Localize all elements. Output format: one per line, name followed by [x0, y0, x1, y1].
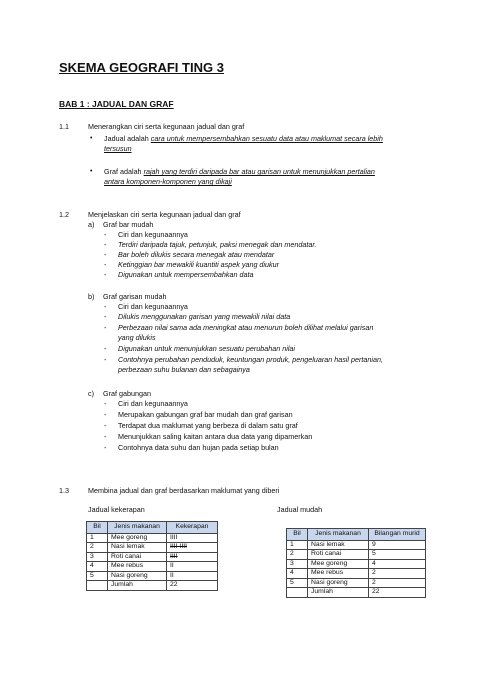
definition-graf [104, 167, 375, 176]
list-item: Ciri dan kegunaannya [118, 399, 188, 408]
simple-table [286, 528, 426, 598]
table-cell: 2 [87, 543, 108, 553]
table-row [87, 533, 218, 543]
table-row [287, 540, 426, 550]
section-heading-1-1: Menerangkan ciri serta kegunaan jadual dan graf [88, 122, 245, 131]
page-title: SKEMA GEOGRAFI TING 3 [59, 60, 224, 75]
total-label: Jumlah [308, 588, 369, 598]
table-cell: 5 [287, 578, 308, 588]
table-caption-mudah: Jadual mudah [277, 505, 323, 514]
tally-cell: IIII [167, 552, 218, 562]
table-cell: Mee goreng [308, 559, 369, 569]
list-item: Menunjukkan saling kaitan antara dua data yang dipamerkan [118, 432, 313, 441]
table-cell: 4 [287, 569, 308, 579]
table-cell: 2 [369, 578, 426, 588]
column-header-bilangan-murid: Bilangan murid [369, 529, 426, 541]
section-number-1-2: 1.2 [59, 210, 69, 219]
table-cell: 3 [87, 552, 108, 562]
list-item-continuation: perbezaan suhu bulanan dan sebagainya [118, 365, 250, 374]
table-cell: 2 [369, 569, 426, 579]
table-cell: 1 [287, 540, 308, 550]
dash-icon: - [104, 240, 107, 249]
column-header-bil: Bil [87, 522, 108, 534]
table-cell [87, 581, 108, 591]
total-value: 22 [369, 588, 426, 598]
graf-bar-mudah-label: Graf bar mudah [103, 220, 154, 229]
table-cell: 3 [287, 559, 308, 569]
graf-gabungan-label: Graf gabungan [103, 389, 151, 398]
table-cell: 2 [287, 550, 308, 560]
table-cell: Roti canai [308, 550, 369, 560]
dash-icon: - [104, 302, 107, 311]
dash-icon: - [104, 432, 107, 441]
list-item: Terdapat dua maklumat yang berbeza di dalam satu graf [118, 421, 298, 430]
tally-cell: IIII [167, 533, 218, 543]
list-marker-a: a) [88, 220, 95, 229]
dash-icon: - [104, 250, 107, 259]
definition-text: cara untuk mempersembahkan sesuatu data atau maklumat secara lebih [150, 134, 383, 143]
definition-jadual [104, 134, 383, 143]
table-row [87, 543, 218, 553]
list-item: Ciri dan kegunaannya [118, 230, 188, 239]
tally-cell: II [167, 571, 218, 581]
table-row [287, 569, 426, 579]
table-cell: Mee rebus [308, 569, 369, 579]
dash-icon: - [104, 421, 107, 430]
dash-icon: - [104, 355, 107, 364]
section-number-1-3: 1.3 [59, 486, 69, 495]
table-cell: Mee goreng [108, 533, 167, 543]
section-heading-1-2: Menjelaskan ciri serta kegunaan jadual dan graf [88, 210, 241, 219]
dash-icon: - [104, 312, 107, 321]
list-item: Terdiri daripada tajuk, petunjuk, paksi menegak dan mendatar. [118, 240, 317, 249]
list-item: Digunakan untuk menunjukkan sesuatu perubahan nilai [118, 344, 296, 353]
list-item: Ketinggian bar mewakili kuantiti aspek yang diukur [118, 260, 280, 269]
table-cell: 5 [369, 550, 426, 560]
table-cell: Nasi lemak [308, 540, 369, 550]
table-header-row [87, 522, 218, 534]
chapter-heading: BAB 1 : JADUAL DAN GRAF [59, 99, 174, 109]
dash-icon: - [104, 270, 107, 279]
column-header-jenis-makanan: Jenis makanan [108, 522, 167, 534]
tally-cell: II [167, 562, 218, 572]
table-cell [287, 588, 308, 598]
table-row [287, 559, 426, 569]
list-item: Digunakan untuk mempersembahkan data [118, 270, 254, 279]
table-cell: 9 [369, 540, 426, 550]
table-cell: 1 [87, 533, 108, 543]
table-row [87, 562, 218, 572]
table-caption-kekerapan: Jadual kekerapan [88, 505, 145, 514]
table-cell: 5 [87, 571, 108, 581]
list-item-continuation: yang dilukis [118, 333, 156, 342]
list-item: Contohnya data suhu dan hujan pada setiap bulan [118, 443, 279, 452]
definition-text: rajah yang terdiri daripada bar atau garisan untuk menunjukkan pertalian [143, 167, 375, 176]
table-total-row [287, 588, 426, 598]
dash-icon: - [104, 260, 107, 269]
definition-lead: Jadual adalah [104, 134, 151, 143]
dash-icon: - [104, 410, 107, 419]
bullet-icon: • [90, 168, 93, 175]
definition-lead: Graf adalah [104, 167, 144, 176]
frequency-table [86, 521, 218, 591]
dash-icon: - [104, 443, 107, 452]
total-value: 22 [167, 581, 218, 591]
table-total-row [87, 581, 218, 591]
table-cell: Nasi goreng [308, 578, 369, 588]
dash-icon: - [104, 399, 107, 408]
section-heading-1-3: Membina jadual dan graf berdasarkan maklumat yang diberi [88, 486, 280, 495]
column-header-kekerapan: Kekerapan [167, 522, 218, 534]
list-item: Merupakan gabungan graf bar mudah dan graf garisan [118, 410, 293, 419]
list-item: Contohnya perubahan penduduk, keuntungan produk, pengeluaran hasil pertanian, [118, 355, 383, 364]
bullet-icon: • [90, 135, 93, 142]
definition-continuation: antara komponen-komponen yang dikaji [104, 177, 232, 186]
table-row [287, 550, 426, 560]
list-marker-c: c) [88, 389, 94, 398]
dash-icon: - [104, 344, 107, 353]
dash-icon: - [104, 230, 107, 239]
list-item: Bar boleh dilukis secara menegak atau mendatar [118, 250, 275, 259]
table-row [87, 571, 218, 581]
column-header-bil: Bil [287, 529, 308, 541]
list-item: Ciri dan kegunaannya [118, 302, 188, 311]
table-cell: Nasi goreng [108, 571, 167, 581]
list-marker-b: b) [88, 292, 95, 301]
table-header-row [287, 529, 426, 541]
list-item: Dilukis menggunakan garisan yang mewakili nilai data [118, 312, 291, 321]
table-cell: Mee rebus [108, 562, 167, 572]
total-label: Jumlah [108, 581, 167, 591]
table-cell: 4 [87, 562, 108, 572]
dash-icon: - [104, 323, 107, 332]
table-cell: Nasi lemak [108, 543, 167, 553]
definition-continuation: tersusun [104, 144, 132, 153]
table-cell: Roti canai [108, 552, 167, 562]
column-header-jenis-makanan: Jenis makanan [308, 529, 369, 541]
table-cell: 4 [369, 559, 426, 569]
graf-garisan-mudah-label: Graf garisan mudah [103, 292, 167, 301]
table-row [87, 552, 218, 562]
section-number-1-1: 1.1 [59, 122, 69, 131]
list-item: Perbezaan nilai sama ada meningkat atau menurun boleh dilihat melalui garisan [118, 323, 374, 332]
table-row [287, 578, 426, 588]
tally-cell: IIII IIII [167, 543, 218, 553]
